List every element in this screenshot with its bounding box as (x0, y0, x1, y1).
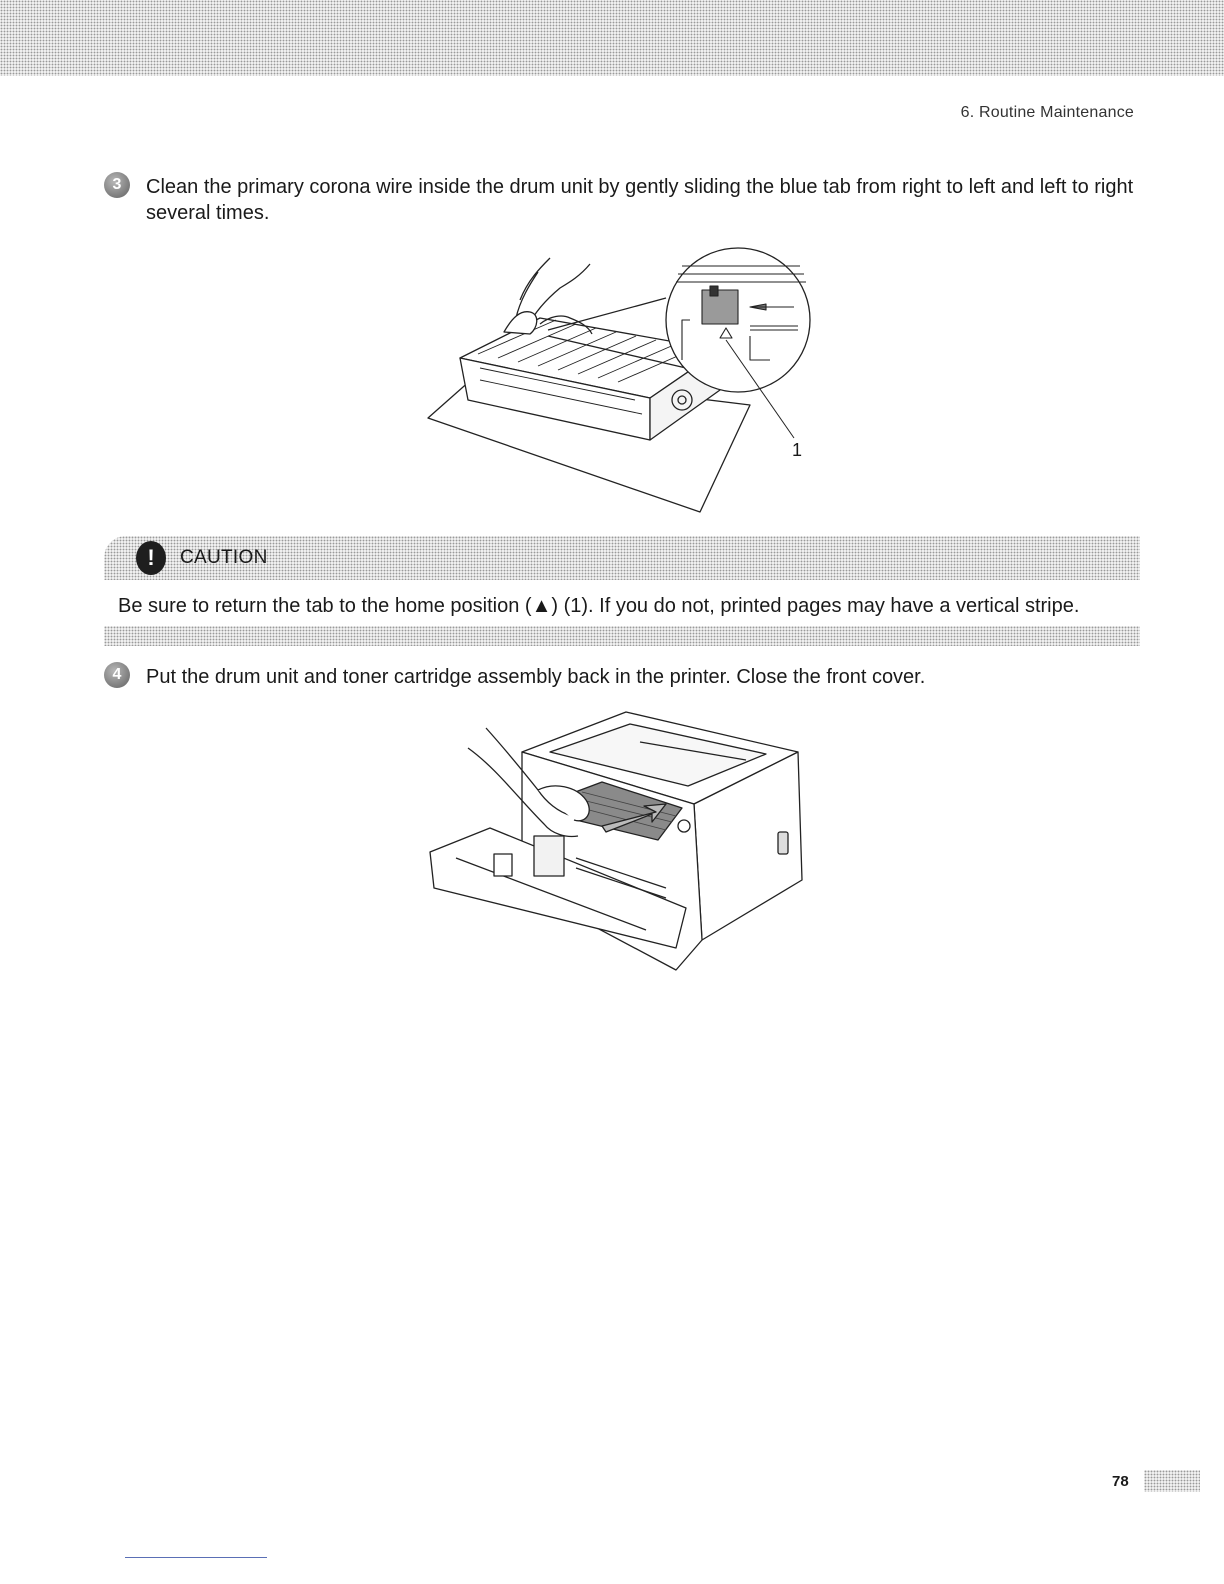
step-number: 4 (104, 662, 130, 688)
header-band (0, 0, 1224, 76)
caution-bottom-border (104, 626, 1140, 646)
printer-illustration (426, 708, 810, 974)
step-number: 3 (104, 172, 130, 198)
callout-number: 1 (792, 440, 803, 460)
drum-unit-illustration (420, 240, 820, 520)
exclamation-icon: ! (136, 541, 166, 575)
caution-title: CAUTION (180, 547, 268, 568)
footer-rule (125, 1557, 267, 1558)
page-tab (1144, 1470, 1200, 1492)
caution-text: Be sure to return the tab to the home position (▲) (1). If you do not, printed pages may have a vertical stripe. (118, 595, 1080, 617)
chapter-title: 6. Routine Maintenance (960, 104, 1134, 121)
page-number: 78 (1112, 1473, 1129, 1490)
step-text: Put the drum unit and toner cartridge assembly back in the printer. Close the front cover. (146, 666, 926, 688)
step-text: Clean the primary corona wire inside the drum unit by gently sliding the blue tab from right to left and left to right several times. (146, 176, 1134, 224)
